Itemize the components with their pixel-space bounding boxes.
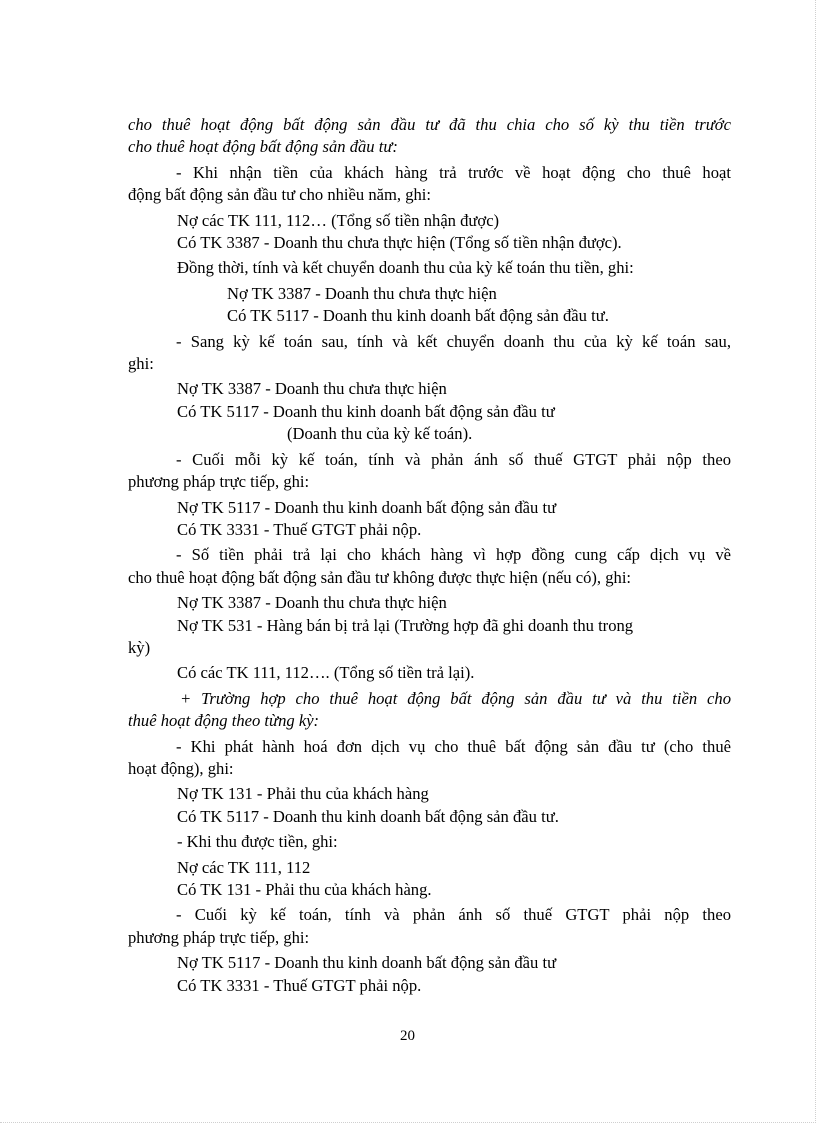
credit-entry: Có TK 3331 - Thuế GTGT phải nộp.	[177, 975, 422, 995]
text-line: Nợ TK 531 - Hàng bán bị trả lại (Trường hợp đã ghi doanh thu trong	[177, 615, 634, 635]
debit-entry: Nợ TK 5117 - Doanh thu kinh doanh bất động sản đầu tư	[177, 497, 557, 517]
text-line: - Cuối kỳ kế toán, tính và phản ánh số thuế GTGT phải nộp theo	[176, 905, 731, 925]
debit-entry: Nợ TK 131 - Phải thu của khách hàng	[177, 784, 429, 804]
text-line: - Khi nhận tiền của khách hàng trả trước về hoạt động cho thuê hoạt	[176, 162, 731, 182]
text-line: - Khi thu được tiền, ghi:	[177, 832, 338, 852]
page-body	[128, 114, 731, 997]
debit-entry: Nợ các TK 111, 112	[177, 857, 311, 877]
credit-entry: Có TK 5117 - Doanh thu kinh doanh bất động sản đầu tư	[177, 401, 555, 421]
credit-entry: Có TK 5117 - Doanh thu kinh doanh bất động sản đầu tư.	[227, 306, 609, 326]
text-line: phương pháp trực tiếp, ghi:	[128, 927, 310, 947]
debit-entry	[177, 615, 731, 637]
text-line: - Khi phát hành hoá đơn dịch vụ cho thuê bất động sản đầu tư (cho thuê	[176, 736, 731, 756]
text-line: phương pháp trực tiếp, ghi:	[128, 472, 310, 492]
text-line: - Cuối mỗi kỳ kế toán, tính và phản ánh số thuế GTGT phải nộp theo	[176, 449, 731, 469]
debit-entry: Nợ các TK 111, 112… (Tổng số tiền nhận được)	[177, 210, 500, 230]
text-line: thuê hoạt động theo từng kỳ:	[128, 711, 320, 731]
text-line: + Trường hợp cho thuê hoạt động bất động sản đầu tư và thu tiền cho	[180, 688, 731, 708]
page-number: 20	[400, 1028, 415, 1044]
text-line: Đồng thời, tính và kết chuyển doanh thu của kỳ kế toán thu tiền, ghi:	[177, 258, 634, 278]
text-line: - Sang kỳ kế toán sau, tính và kết chuyển doanh thu của kỳ kế toán sau,	[176, 331, 731, 351]
text-line: cho thuê hoạt động bất động sản đầu tư không được thực hiện (nếu có), ghi:	[128, 567, 632, 587]
text-line: động bất động sản đầu tư cho nhiều năm, ghi:	[128, 185, 432, 205]
credit-entry: Có TK 5117 - Doanh thu kinh doanh bất động sản đầu tư.	[177, 806, 559, 826]
debit-entry: Nợ TK 3387 - Doanh thu chưa thực hiện	[227, 283, 497, 303]
debit-entry: Nợ TK 3387 - Doanh thu chưa thực hiện	[177, 593, 447, 613]
debit-entry: Nợ TK 5117 - Doanh thu kinh doanh bất động sản đầu tư	[177, 953, 557, 973]
text-line: kỳ)	[128, 637, 151, 657]
debit-entry: Nợ TK 3387 - Doanh thu chưa thực hiện	[177, 379, 447, 399]
text-line: - Số tiền phải trả lại cho khách hàng vì hợp đồng cung cấp dịch vụ về	[176, 545, 731, 565]
text-line: (Doanh thu của kỳ kế toán).	[287, 424, 473, 444]
text-line: ghi:	[128, 354, 154, 374]
text-line: cho thuê hoạt động bất động sản đầu tư:	[128, 137, 398, 157]
text-line: hoạt động), ghi:	[128, 758, 234, 778]
credit-entry: Có TK 131 - Phải thu của khách hàng.	[177, 880, 432, 899]
credit-entry: Có TK 3331 - Thuế GTGT phải nộp.	[177, 519, 422, 539]
credit-entry: Có các TK 111, 112…. (Tổng số tiền trả lại).	[177, 663, 475, 683]
text-line: cho thuê hoạt động bất động sản đầu tư đã thu chia cho số kỳ thu tiền trước	[128, 115, 731, 134]
credit-entry: Có TK 3387 - Doanh thu chưa thực hiện (Tổng số tiền nhận được).	[177, 233, 622, 253]
